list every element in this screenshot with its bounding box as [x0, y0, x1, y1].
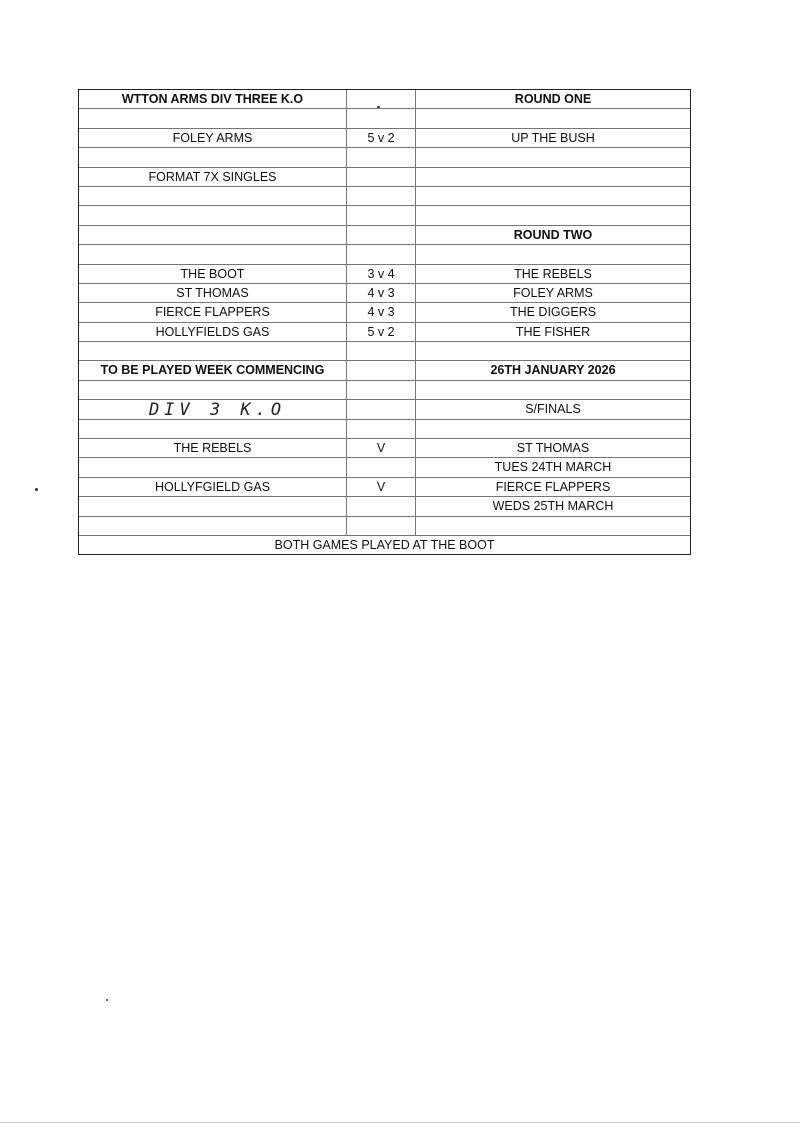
- fixtures-table: [78, 89, 691, 555]
- match-date: WEDS 25TH MARCH: [492, 499, 614, 514]
- table-row: [79, 381, 690, 400]
- away-team: THE FISHER: [515, 324, 591, 339]
- semi-finals-heading: S/FINALS: [525, 402, 581, 417]
- table-row: [79, 517, 690, 536]
- table-row: [79, 420, 690, 439]
- table-cell: [347, 497, 416, 515]
- scan-speck: [106, 999, 108, 1001]
- table-cell: [416, 148, 690, 166]
- play-week-date: 26TH JANUARY 2026: [490, 363, 616, 378]
- away-team: FOLEY ARMS: [513, 285, 593, 300]
- table-cell: [347, 420, 416, 438]
- table-row: [79, 323, 690, 342]
- table-cell: [416, 245, 690, 263]
- table-row: [79, 168, 690, 187]
- table-cell: [416, 517, 690, 535]
- table-cell: [347, 206, 416, 224]
- table-cell: [79, 109, 347, 127]
- table-cell: [79, 226, 347, 244]
- away-team: THE DIGGERS: [509, 305, 597, 320]
- round-one-heading: ROUND ONE: [514, 92, 592, 106]
- table-cell: [79, 148, 347, 166]
- score: 3 v 4: [347, 265, 416, 283]
- table-row: [79, 90, 690, 109]
- table-row: [79, 497, 690, 516]
- round-two-heading: ROUND TWO: [513, 227, 593, 242]
- table-row: [79, 361, 690, 380]
- table-cell: [347, 187, 416, 205]
- away-team: FIERCE FLAPPERS: [495, 479, 611, 494]
- table-cell: [347, 226, 416, 244]
- score: 5 v 2: [347, 323, 416, 341]
- versus: V: [347, 439, 416, 457]
- score: 5 v 2: [347, 129, 416, 147]
- table-row: [79, 439, 690, 458]
- home-team: THE BOOT: [79, 265, 347, 283]
- table-cell: [416, 342, 690, 360]
- table-cell: [79, 206, 347, 224]
- table-cell: [79, 497, 347, 515]
- match-date: TUES 24TH MARCH: [494, 460, 612, 475]
- play-week-label: TO BE PLAYED WEEK COMMENCING: [79, 361, 347, 379]
- away-team: THE REBELS: [514, 266, 592, 281]
- away-team: UP THE BUSH: [511, 130, 595, 145]
- table-row: [79, 148, 690, 167]
- home-team: HOLLYFGIELD GAS: [79, 478, 347, 496]
- table-cell: [79, 517, 347, 535]
- table-cell: [416, 187, 690, 205]
- table-cell: [347, 168, 416, 186]
- table-row: [79, 303, 690, 322]
- scan-edge: [0, 1122, 800, 1123]
- table-row: [79, 342, 690, 361]
- table-row: [79, 129, 690, 148]
- home-team: THE REBELS: [79, 439, 347, 457]
- venue-note: BOTH GAMES PLAYED AT THE BOOT: [274, 537, 495, 552]
- table-row: [79, 265, 690, 284]
- table-cell: [79, 187, 347, 205]
- table-cell: [347, 109, 416, 127]
- table-row: [79, 245, 690, 264]
- table-cell: [347, 400, 416, 418]
- table-cell: [79, 342, 347, 360]
- table-row: [79, 226, 690, 245]
- format-note: FORMAT 7X SINGLES: [79, 168, 347, 186]
- score: 4 v 3: [347, 303, 416, 321]
- table-row: [79, 458, 690, 477]
- score: 4 v 3: [347, 284, 416, 302]
- home-team: FIERCE FLAPPERS: [79, 303, 347, 321]
- table-cell: [416, 109, 690, 127]
- table-cell: [79, 245, 347, 263]
- versus: V: [347, 478, 416, 496]
- table-cell: [347, 148, 416, 166]
- handwritten-note: DIV 3 K.O: [79, 400, 347, 418]
- table-cell: [347, 342, 416, 360]
- table-cell: [347, 245, 416, 263]
- table-row: [79, 284, 690, 303]
- table-cell: [347, 381, 416, 399]
- table-cell: [347, 517, 416, 535]
- scan-speck: [35, 488, 38, 491]
- scan-speck: [377, 106, 380, 108]
- table-cell: [347, 361, 416, 379]
- away-team: ST THOMAS: [516, 441, 590, 456]
- table-cell: [79, 458, 347, 476]
- table-cell: [416, 206, 690, 224]
- table-cell: [79, 381, 347, 399]
- table-footer-row: [79, 536, 690, 554]
- table-cell: [416, 381, 690, 399]
- home-team: ST THOMAS: [79, 284, 347, 302]
- table-cell: [79, 420, 347, 438]
- home-team: HOLLYFIELDS GAS: [79, 323, 347, 341]
- table-cell: [416, 168, 690, 186]
- table-row: [79, 187, 690, 206]
- table-cell: [347, 90, 416, 108]
- table-cell: [416, 420, 690, 438]
- table-row: [79, 478, 690, 497]
- home-team: FOLEY ARMS: [79, 129, 347, 147]
- table-title: WTTON ARMS DIV THREE K.O: [79, 90, 347, 108]
- table-cell: [347, 458, 416, 476]
- table-row: [79, 400, 690, 419]
- table-row: [79, 206, 690, 225]
- table-row: [79, 109, 690, 128]
